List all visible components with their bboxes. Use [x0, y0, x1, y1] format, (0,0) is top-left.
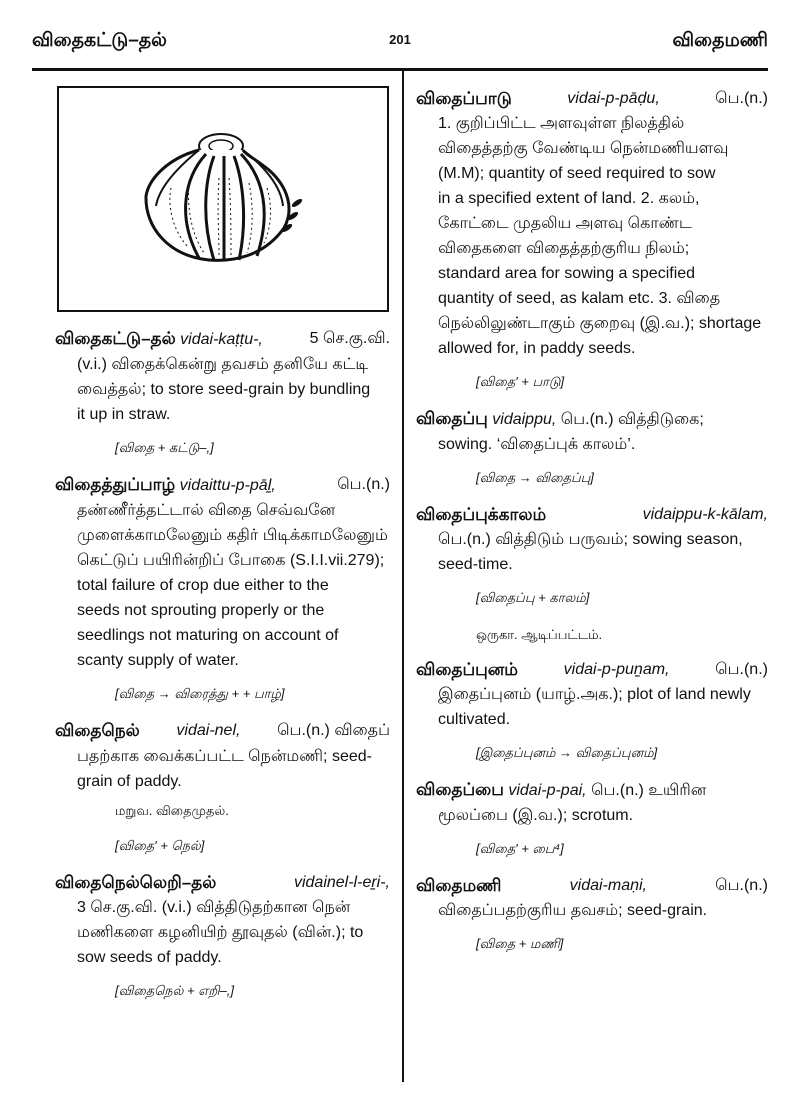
dictionary-entry	[55, 870, 390, 1003]
definition-line: allowed for, in paddy seeds.	[438, 340, 636, 357]
definition-line: cultivated.	[438, 711, 511, 728]
definition-line: scanty supply of water.	[77, 652, 239, 669]
grammar-label: பெ.(n.)	[715, 877, 768, 894]
definition-line: seeds not sprouting properly or the	[77, 602, 325, 619]
page-number: 201	[389, 32, 411, 47]
etymology: [விதை → விதைப்பு]	[476, 470, 594, 485]
grammar-label: பெ.(n.) வித்திடுகை;	[560, 411, 704, 428]
dictionary-entry	[416, 502, 768, 647]
headword: விதைத்துப்பாழ்	[55, 475, 176, 494]
transliteration: vidai-p-puṉam,	[563, 661, 670, 678]
seed-bundle-drawing	[59, 88, 387, 310]
definition-line: standard area for sowing a specified	[438, 265, 696, 282]
transliteration: vidai-p-pāḍu,	[567, 90, 660, 107]
grammar-label: பெ.(n.)	[715, 661, 768, 678]
definition-line: total failure of crop due either to the	[77, 577, 329, 594]
dictionary-entry	[416, 657, 768, 765]
transliteration: vidai-kaṭṭu-,	[180, 331, 263, 348]
definition-line: தண்ணீர்த்தட்டால் விதை செவ்வனே	[77, 502, 336, 519]
transliteration: vidainel-l-eṟi-,	[293, 874, 390, 891]
header-rule	[32, 68, 768, 71]
dictionary-entry	[416, 777, 768, 861]
etymology: [விதைப்பு + காலம்]	[476, 590, 590, 605]
transliteration: vidai-p-pai,	[508, 782, 587, 799]
etymology: [விதை' + நெல்]	[115, 838, 205, 853]
guide-word-left: விதைகட்டு–தல்	[32, 30, 167, 51]
definition-line: 3 செ.கு.வி. (v.i.) வித்திடுதற்கான நென்	[77, 899, 351, 916]
headword: விதைநெல்	[55, 721, 140, 740]
definition-line: மூலப்பை (இ.வ.); scrotum.	[438, 807, 634, 824]
grammar-label: பெ.(n.)	[337, 476, 390, 493]
etymology: [விதை + மணி]	[476, 936, 564, 951]
etymology: [விதை' + பாடு]	[476, 374, 565, 389]
grammar-label: பெ.(n.)	[715, 90, 768, 107]
etymology: [விதை' + பை⁴]	[476, 841, 564, 856]
etymology: [விதை → விரைத்து + + பாழ்]	[115, 686, 285, 701]
dictionary-entry	[416, 86, 768, 394]
definition-line: in a specified extent of land. 2. கலம்,	[438, 190, 700, 207]
headword: விதைப்பாடு	[416, 89, 512, 108]
synonym-note: மறுவ. விதைமுதல்.	[115, 803, 229, 818]
definition-line: விதைகளை விதைத்தற்குரிய நிலம்;	[438, 240, 690, 257]
headword: விதைமணி	[416, 876, 502, 895]
definition-line: grain of paddy.	[77, 773, 182, 790]
transliteration: vidai-nel,	[176, 722, 241, 739]
definition-line: (v.i.) விதைக்கென்று தவசம் தனியே கட்டி	[77, 356, 369, 373]
dictionary-entry	[416, 406, 768, 490]
transliteration: vidaippu-k-kālam,	[642, 506, 768, 523]
dictionary-entry	[55, 718, 390, 858]
transliteration: vidaittu-p-pāḻ,	[179, 477, 276, 494]
right-column	[416, 86, 768, 968]
headword: விதைப்பை	[416, 780, 504, 799]
definition-line: விதைப்பதற்குரிய தவசம்; seed-grain.	[438, 902, 708, 919]
headword: விதைநெல்லெறி–தல்	[55, 873, 217, 892]
definition-line: பதற்காக வைக்கப்பட்ட நென்மணி; seed-	[77, 748, 372, 765]
definition-line: கெட்டுப் பயிரின்றிப் போகை (S.I.I.vii.279);	[77, 552, 385, 569]
dictionary-entry	[55, 472, 390, 706]
definition-line: (M.M); quantity of seed required to sow	[438, 165, 716, 182]
grammar-label: பெ.(n.) உயிரின	[591, 782, 707, 799]
definition-line: கோட்டை முதலிய அளவு கொண்ட	[438, 215, 692, 232]
definition-line: sow seeds of paddy.	[77, 949, 222, 966]
definition-line: 1. குறிப்பிட்ட அளவுள்ள நிலத்தில்	[438, 115, 685, 132]
definition-line: நெல்லிலுண்டாகும் குறைவு (இ.வ.); shortage	[438, 315, 762, 332]
definition-line: முளைக்காமலேனும் கதிர் பிடிக்காமலேனும்	[77, 527, 388, 544]
grammar-label: பெ.(n.) விதைப்	[277, 722, 390, 739]
etymology: [இதைப்புனம் → விதைப்புனம்]	[476, 745, 658, 760]
definition-line: மணிகளை கழனியிற் தூவுதல் (வின்.); to	[77, 924, 364, 941]
definition-line: it up in straw.	[77, 406, 171, 423]
etymology: [விதைநெல் + எறி–,]	[115, 983, 235, 998]
transliteration: vidai-maṇi,	[569, 877, 647, 894]
dictionary-entry	[416, 873, 768, 956]
headword: விதைகட்டு–தல்	[55, 329, 176, 348]
grammar-label: 5 செ.கு.வி.	[309, 330, 390, 347]
definition-line: quantity of seed, as kalam etc. 3. விதை	[438, 290, 721, 307]
dictionary-entry	[55, 326, 390, 460]
definition-line: பெ.(n.) வித்திடும் பருவம்; sowing season,	[438, 531, 743, 548]
definition-line: sowing. ‘விதைப்புக் காலம்’.	[438, 436, 636, 453]
definition-line: வைத்தல்; to store seed-grain by bundling	[77, 381, 371, 398]
headword: விதைப்பு	[416, 409, 488, 428]
definition-line: இதைப்புனம் (யாழ்.அக.); plot of land newly	[438, 686, 751, 703]
headword: விதைப்புனம்	[416, 660, 518, 679]
headword: விதைப்புக்காலம்	[416, 505, 547, 524]
guide-word-right: விதைமணி	[672, 30, 768, 51]
definition-line: seed-time.	[438, 556, 513, 573]
running-header	[32, 12, 768, 60]
seed-bundle-illustration	[57, 86, 389, 312]
column-divider	[402, 70, 404, 1082]
left-column	[55, 326, 390, 1015]
definition-line: seedlings not maturing on account of	[77, 627, 339, 644]
definition-line: விதைத்தற்கு வேண்டிய நென்மணியளவு	[438, 140, 729, 157]
comparison-note: ஒருகா. ஆடிப்பட்டம்.	[476, 627, 603, 642]
transliteration: vidaippu,	[492, 411, 557, 428]
etymology: [விதை + கட்டு–,]	[115, 440, 214, 455]
